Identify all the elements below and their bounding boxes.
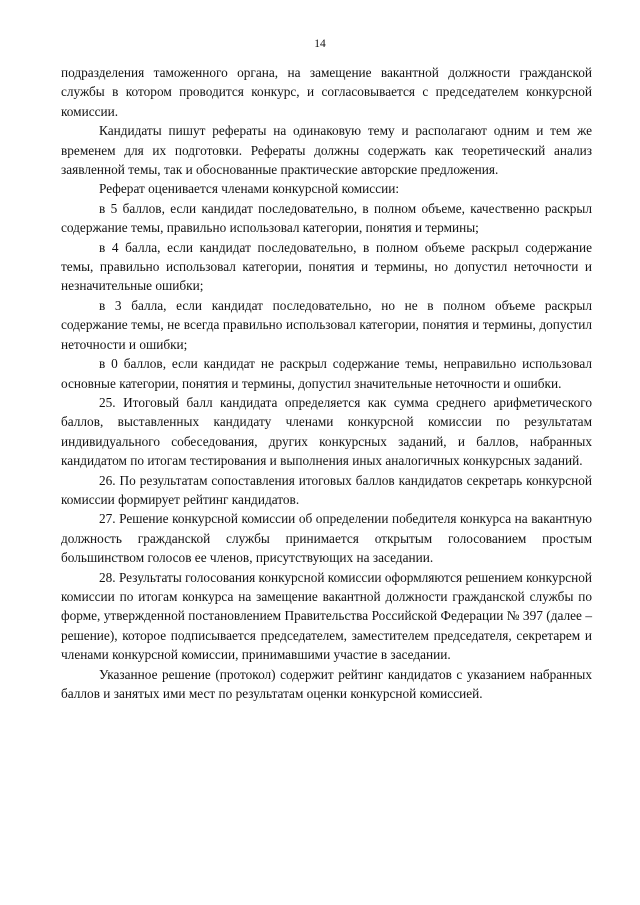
paragraph-item-28: 28. Результаты голосования конкурсной комиссии оформляются решением конкурсной комиссии по итогам конкурса на замещение вакантной должности гражданской службы по форме, утвержденной постановлением Правительства Российской Федерации № 397 (далее – решение), которое подписывается председателем, заместителем председателя, секретарем и членами конкурсной комиссии, принимавшими участие в заседании. [61,569,592,663]
paragraph-item-25: 25. Итоговый балл кандидата определяется как сумма среднего арифметического баллов, выставленных кандидату членами конкурсной комиссии по результатам индивидуального собеседования, других конкурсных заданий, и баллов, набранных кандидатом по итогам тестирования и выполнения иных аналогичных конкурсных заданий. [61,394,592,469]
paragraph-score-5: в 5 баллов, если кандидат последовательно, в полном объеме, качественно раскрыл содержание темы, правильно использовал категории, понятия и термины; [61,200,592,236]
paragraph-decision-protocol: Указанное решение (протокол) содержит рейтинг кандидатов с указанием набранных баллов и занятых ими мест по результатам оценки конкурсной комиссией. [61,666,592,701]
paragraph-essay-evaluation: Реферат оценивается членами конкурсной комиссии: [99,181,400,197]
page-number: 14 [314,38,326,50]
document-body [61,63,592,703]
paragraph-item-27: 27. Решение конкурсной комиссии об определении победителя конкурса на вакантную должность гражданской службы принимается открытым голосованием простым большинством голосов ее членов, присутствующих на заседании. [61,511,592,566]
paragraph-item-26: 26. По результатам сопоставления итоговых баллов кандидатов секретарь конкурсной комиссии формирует рейтинг кандидатов. [61,472,592,507]
paragraph-score-3: в 3 балла, если кандидат последовательно, но не в полном объеме раскрыл содержание темы, не всегда правильно использовал категории, понятия и термины, допустил неточности и ошибки; [61,297,592,352]
paragraph-score-0: в 0 баллов, если кандидат не раскрыл содержание темы, неправильно использовал основные категории, понятия и термины, допустил значительные неточности и ошибки. [61,356,592,391]
paragraph-essay-requirements: Кандидаты пишут рефераты на одинаковую тему и располагают одним и тем же временем для их подготовки. Рефераты должны содержать как теоретический анализ заявленной темы, так и обоснованные практические авторские предложения. [61,123,592,178]
paragraph-continuation: подразделения таможенного органа, на замещение вакантной должности гражданской службы в котором проводится конкурс, и согласовывается с председателем конкурсной комиссии. [61,65,592,119]
paragraph-score-4: в 4 балла, если кандидат последовательно, в полном объеме раскрыл содержание темы, правильно использовал категории, понятия и термины, но допустил неточности и незначительные ошибки; [61,239,592,294]
